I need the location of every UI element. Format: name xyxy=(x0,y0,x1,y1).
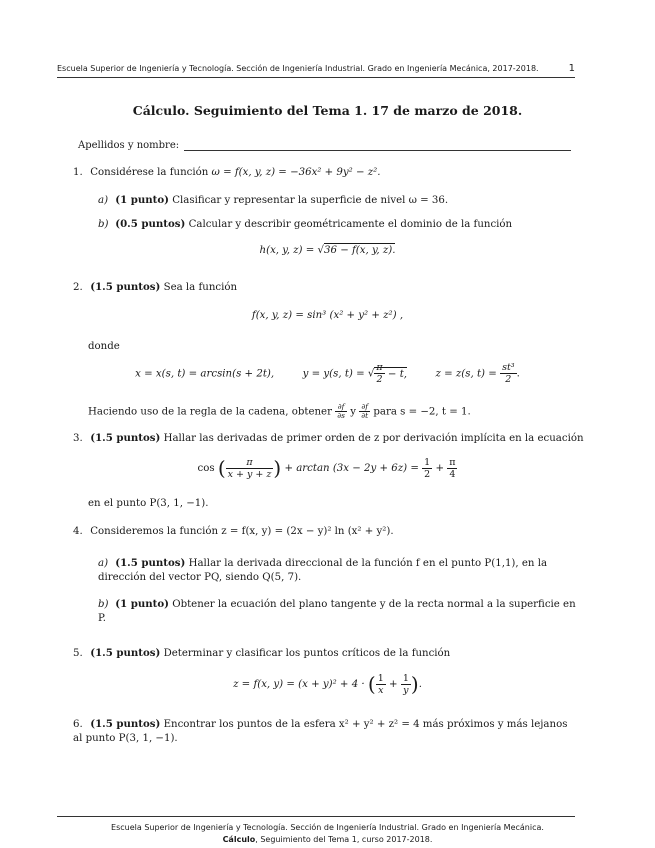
formula-implicit: cos ( $\frac{\pi}{x + y + z}$ ) + arctan (3x − 2y + 6z) = $\frac{1}{2}$ + $\frac{\pi}{4}$ xyxy=(197,456,456,480)
frac-numerator: π xyxy=(376,362,383,373)
frac-denominator: x + y + z xyxy=(227,468,272,480)
plus-sign: + xyxy=(435,463,444,474)
formula-f: f(x, y, z) = sin³ (x² + y² + z²) , xyxy=(251,310,404,321)
running-header xyxy=(57,63,575,74)
frac-denominator: x xyxy=(378,684,384,696)
closing-text: Haciendo uso de la regla de la cadena, obtener xyxy=(88,406,332,418)
problem-formula: ω = f(x, y, z) = −36x² + 9y² − z². xyxy=(211,167,381,178)
donde-text: donde xyxy=(88,341,120,352)
header-rule xyxy=(57,77,575,78)
formula-radicand: 36 − f(x, y, z). xyxy=(324,245,396,256)
page-number: 1 xyxy=(568,63,575,74)
running-title: Escuela Superior de Ingeniería y Tecnología. Sección de Ingeniería Industrial. Grado en Ingeniería Mecánica, 2017-2018. xyxy=(57,64,539,73)
name-field xyxy=(78,140,571,151)
problem-points: (1.5 puntos) xyxy=(90,718,161,730)
formula-critical: z = f(x, y) = (x + y)² + 4 · ( $\frac{1}{x}$ + $\frac{1}{y}$ ). xyxy=(233,672,422,696)
problem-text: Sea la función xyxy=(163,282,238,293)
formula-lhs: z = f(x, y) = (x + y)² + 4 · xyxy=(233,679,365,690)
problem-4b xyxy=(98,597,578,626)
problem-points: (1.5 puntos) xyxy=(90,281,161,293)
frac-denominator: 4 xyxy=(449,468,456,480)
footer-course-rest: , Seguimiento del Tema 1, curso 2017-2018. xyxy=(255,835,433,844)
problem-4 xyxy=(73,525,394,539)
problem-text: Hallar las derivadas de primer orden de z por derivación implícita en la ecuación xyxy=(163,433,584,444)
z-lhs: z = z(s, t) = xyxy=(435,368,497,380)
item-text: Hallar la derivada direccional de la función f en el punto P(1,1), en la dirección del vector PQ, siendo Q(5, 7). xyxy=(98,558,548,583)
formula-end: . xyxy=(418,679,422,690)
problem-1a xyxy=(98,193,448,208)
formula-h: h(x, y, z) = √36 − f(x, y, z). xyxy=(259,245,396,256)
partial-t: ∂t xyxy=(361,411,369,420)
x-definition: x = x(s, t) = arcsin(s + 2t), xyxy=(135,368,275,380)
problem-4a xyxy=(98,556,578,585)
frac-denominator: 2 xyxy=(505,374,512,385)
formula-lhs: h(x, y, z) = xyxy=(259,245,315,256)
y-rest: − t, xyxy=(387,368,408,380)
partial-f: ∂f xyxy=(359,403,370,412)
item-points: (1 punto) xyxy=(115,598,169,610)
item-points: (0.5 puntos) xyxy=(115,218,186,230)
item-points: (1.5 puntos) xyxy=(115,557,186,569)
problem-points: (1.5 puntos) xyxy=(90,647,161,659)
item-text: Calcular y describir geométricamente el dominio de la función xyxy=(188,219,513,230)
item-points: (1 punto) xyxy=(115,194,169,206)
frac-denominator: y xyxy=(403,684,409,696)
frac-numerator: π xyxy=(226,457,274,469)
problem-number: 1. xyxy=(73,167,83,178)
footer-rule xyxy=(57,816,575,817)
partial-f: ∂f xyxy=(335,403,347,412)
frac-numerator: 1 xyxy=(424,456,431,468)
problem-text: Consideremos la función z = f(x, y) = (2x − y)² ln (x² + y²). xyxy=(90,526,394,537)
item-label: a) xyxy=(98,558,109,569)
problem-1 xyxy=(73,166,380,180)
problem-3 xyxy=(73,431,584,446)
frac-numerator: st³ xyxy=(502,362,515,373)
footer-line-2 xyxy=(0,835,655,844)
problem-number: 3. xyxy=(73,433,83,444)
problem-text: Determinar y clasificar los puntos críticos de la función xyxy=(163,648,451,659)
problem-5 xyxy=(73,646,450,661)
page-title: Cálculo. Seguimiento del Tema 1. 17 de marzo de 2018. xyxy=(132,103,523,118)
problem-2 xyxy=(73,280,237,295)
frac-denominator: 2 xyxy=(424,468,431,480)
plus-sign: + xyxy=(389,679,398,690)
problem-text: Encontrar los puntos de la esfera x² + y² + z² = 4 más próximos y más lejanos al punto P(3, 1, −1). xyxy=(73,719,568,744)
frac-numerator: 1 xyxy=(402,672,409,684)
cos-text: cos xyxy=(197,463,215,474)
problem-text: Considérese la función xyxy=(90,167,209,178)
frac-denominator: 2 xyxy=(376,374,383,385)
problem-number: 2. xyxy=(73,282,83,293)
y-radicand xyxy=(374,362,408,385)
partial-s: ∂s xyxy=(337,411,345,420)
problem-6 xyxy=(73,717,578,746)
problem-3-point: en el punto P(3, 1, −1). xyxy=(88,498,209,509)
problem-2-closing xyxy=(88,403,471,420)
item-label: b) xyxy=(98,219,109,230)
problem-number: 5. xyxy=(73,648,83,659)
frac-numerator: π xyxy=(449,456,456,468)
at-point: para s = −2, t = 1. xyxy=(373,406,471,418)
item-text: Clasificar y representar la superficie de nivel ω = 36. xyxy=(172,195,449,206)
problem-number: 4. xyxy=(73,526,83,537)
y-word: y xyxy=(350,406,356,418)
footer-line-1: Escuela Superior de Ingeniería y Tecnología. Sección de Ingeniería Industrial. Grado en Ingeniería Mecánica. xyxy=(111,823,544,832)
item-label: b) xyxy=(98,599,109,610)
formula-substitutions: x = x(s, t) = arcsin(s + 2t), y = y(s, t) = √ $\frac{\pi}{2}$ − t, z = z(s, t) = $\frac{\text{st³}}{2}$ . xyxy=(135,362,520,385)
name-label: Apellidos y nombre: xyxy=(78,140,180,151)
problem-number: 6. xyxy=(73,719,83,730)
formula-middle: + arctan (3x − 2y + 6z) = xyxy=(284,463,419,474)
problem-points: (1.5 puntos) xyxy=(90,432,161,444)
item-text: Obtener la ecuación del plano tangente y de la recta normal a la superficie en P. xyxy=(98,599,576,624)
footer-course: Cálculo xyxy=(222,835,256,844)
frac-numerator: 1 xyxy=(377,672,384,684)
name-blank-line xyxy=(184,141,571,151)
item-label: a) xyxy=(98,195,109,206)
problem-1b xyxy=(98,217,512,232)
y-lhs: y = y(s, t) = xyxy=(302,368,365,380)
